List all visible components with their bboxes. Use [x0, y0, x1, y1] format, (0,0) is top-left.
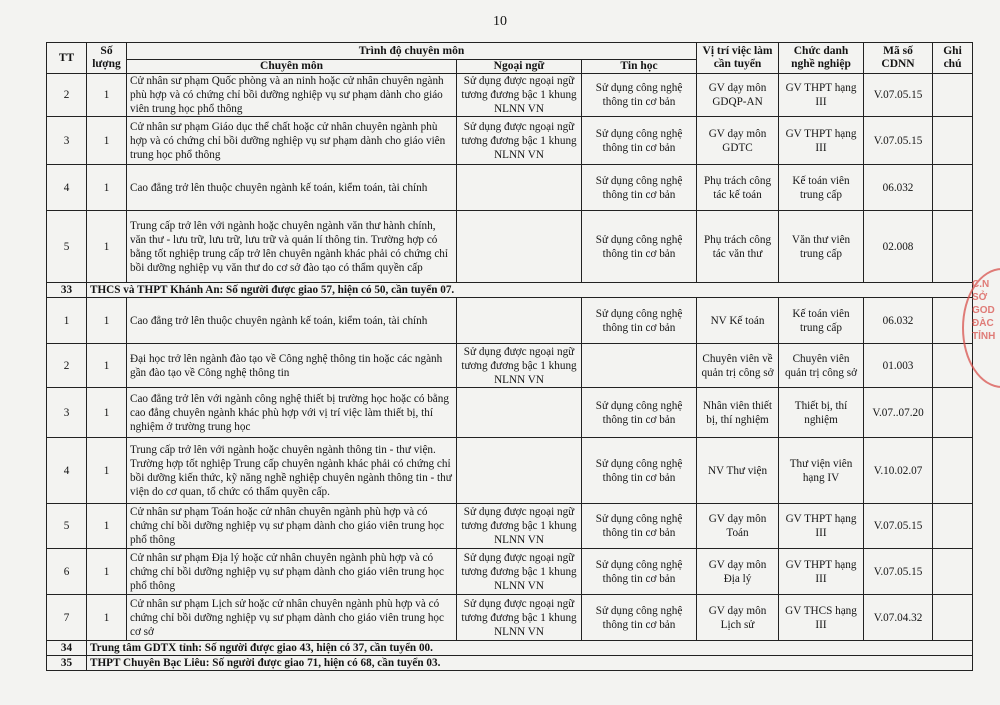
- row-job-title: Kế toán viên trung cấp: [779, 165, 864, 211]
- row-foreign-language: Sử dụng được ngoại ngữ tương đương bậc 1 khung NLNN VN: [457, 504, 582, 549]
- row-position: GV dạy môn GDTC: [697, 117, 779, 165]
- row-foreign-language: [457, 388, 582, 438]
- row-specialty: Trung cấp trở lên với ngành hoặc chuyên ngành thông tin - thư viện. Trường hợp tốt nghiệp Trung cấp chuyên ngành khác phải có chứng chỉ bồi dưỡng kiến thức, kỹ năng nghề nghiệp chuyên ngành thông tin - thư viện do cơ quan, tổ chức có thẩm quyền cấp.: [127, 438, 457, 504]
- row-code: V.10.02.07: [864, 438, 933, 504]
- row-number: 3: [47, 117, 87, 165]
- row-informatics: Sử dụng công nghệ thông tin cơ bản: [582, 74, 697, 117]
- row-quantity: 1: [87, 211, 127, 283]
- row-informatics: Sử dụng công nghệ thông tin cơ bản: [582, 165, 697, 211]
- row-quantity: 1: [87, 74, 127, 117]
- row-job-title: GV THPT hạng III: [779, 504, 864, 549]
- row-quantity: 1: [87, 344, 127, 388]
- row-job-title: Chuyên viên quản trị công sở: [779, 344, 864, 388]
- row-code: V.07.04.32: [864, 595, 933, 641]
- row-code: 06.032: [864, 165, 933, 211]
- header-ghi-chu: Ghi chú: [933, 43, 973, 74]
- row-foreign-language: [457, 165, 582, 211]
- row-job-title: GV THPT hạng III: [779, 549, 864, 595]
- section-number: 34: [47, 641, 87, 656]
- row-code: 01.003: [864, 344, 933, 388]
- row-code: V.07.05.15: [864, 504, 933, 549]
- row-job-title: GV THPT hạng III: [779, 74, 864, 117]
- row-number: 7: [47, 595, 87, 641]
- row-number: 1: [47, 298, 87, 344]
- header-tt: TT: [47, 43, 87, 74]
- row-job-title: GV THPT hạng III: [779, 117, 864, 165]
- row-specialty: Đại học trở lên ngành đào tạo về Công nghệ thông tin hoặc các ngành gần đào tạo về Công nghệ thông tin: [127, 344, 457, 388]
- row-job-title: GV THCS hạng III: [779, 595, 864, 641]
- row-quantity: 1: [87, 165, 127, 211]
- table-row: [47, 388, 973, 438]
- section-row-35: [47, 656, 973, 671]
- row-job-title: Thiết bị, thí nghiệm: [779, 388, 864, 438]
- table-row: [47, 504, 973, 549]
- row-specialty: Cử nhân sư phạm Giáo dục thể chất hoặc cử nhân chuyên ngành phù hợp và có chứng chỉ bồi dưỡng nghiệp vụ sư phạm dành cho giáo viên trung học phổ thông: [127, 117, 457, 165]
- row-code: V.07.05.15: [864, 74, 933, 117]
- row-number: 5: [47, 211, 87, 283]
- row-informatics: Sử dụng công nghệ thông tin cơ bản: [582, 438, 697, 504]
- row-specialty: Cao đẳng trở lên với ngành công nghệ thiết bị trường học hoặc có bằng cao đẳng chuyên ngành khác phù hợp với vị trí việc làm thiết bị, thí nghiệm ở trường trung học: [127, 388, 457, 438]
- header-chuyen-mon: Chuyên môn: [127, 60, 457, 74]
- row-number: 4: [47, 438, 87, 504]
- table-row: [47, 344, 973, 388]
- row-informatics: Sử dụng công nghệ thông tin cơ bản: [582, 211, 697, 283]
- row-quantity: 1: [87, 388, 127, 438]
- row-informatics: Sử dụng công nghệ thông tin cơ bản: [582, 388, 697, 438]
- section-number: 33: [47, 283, 87, 298]
- row-foreign-language: [457, 438, 582, 504]
- row-number: 6: [47, 549, 87, 595]
- row-number: 3: [47, 388, 87, 438]
- row-job-title: Kế toán viên trung cấp: [779, 298, 864, 344]
- row-foreign-language: Sử dụng được ngoại ngữ tương đương bậc 1 khung NLNN VN: [457, 117, 582, 165]
- row-quantity: 1: [87, 549, 127, 595]
- row-informatics: [582, 344, 697, 388]
- row-position: NV Thư viện: [697, 438, 779, 504]
- row-note: [933, 117, 973, 165]
- row-note: [933, 438, 973, 504]
- row-position: GV dạy môn Lịch sử: [697, 595, 779, 641]
- row-specialty: Cử nhân sư phạm Toán hoặc cử nhân chuyên ngành phù hợp và có chứng chỉ bồi dưỡng nghiệp vụ sư phạm dành cho giáo viên trung học phổ thông: [127, 504, 457, 549]
- row-code: 06.032: [864, 298, 933, 344]
- table-row: [47, 595, 973, 641]
- section-row-33: [47, 283, 973, 298]
- header-trinh-do: Trình độ chuyên môn: [127, 43, 697, 60]
- stamp-text: GOD: [972, 305, 995, 316]
- row-code: V.07..07.20: [864, 388, 933, 438]
- row-specialty: Cao đẳng trở lên thuộc chuyên ngành kế toán, kiểm toán, tài chính: [127, 165, 457, 211]
- header-tin-hoc: Tin học: [582, 60, 697, 74]
- row-note: [933, 388, 973, 438]
- row-informatics: Sử dụng công nghệ thông tin cơ bản: [582, 117, 697, 165]
- row-note: [933, 74, 973, 117]
- row-informatics: Sử dụng công nghệ thông tin cơ bản: [582, 504, 697, 549]
- row-specialty: Cử nhân sư phạm Quốc phòng và an ninh hoặc cử nhân chuyên ngành phù hợp và có chứng chỉ bồi dưỡng nghiệp vụ sư phạm dành cho giáo viên trung học phổ thông: [127, 74, 457, 117]
- table-row: [47, 298, 973, 344]
- row-position: NV Kế toán: [697, 298, 779, 344]
- row-foreign-language: Sử dụng được ngoại ngữ tương đương bậc 1 khung NLNN VN: [457, 344, 582, 388]
- section-title: THCS và THPT Khánh An: Số người được giao 57, hiện có 50, cần tuyển 07.: [87, 283, 973, 298]
- section-title: THPT Chuyên Bạc Liêu: Số người được giao 71, hiện có 68, cần tuyển 03.: [87, 656, 973, 671]
- page-number: 10: [493, 14, 507, 29]
- section-number: 35: [47, 656, 87, 671]
- recruitment-table: [46, 42, 973, 671]
- row-position: GV dạy môn Địa lý: [697, 549, 779, 595]
- row-position: GV dạy môn GDQP-AN: [697, 74, 779, 117]
- row-quantity: 1: [87, 595, 127, 641]
- table-row: [47, 74, 973, 117]
- row-code: 02.008: [864, 211, 933, 283]
- row-number: 4: [47, 165, 87, 211]
- row-foreign-language: Sử dụng được ngoại ngữ tương đương bậc 1 khung NLNN VN: [457, 549, 582, 595]
- row-note: [933, 595, 973, 641]
- row-foreign-language: [457, 211, 582, 283]
- stamp-text: TỈNH: [972, 331, 996, 342]
- row-position: Chuyên viên về quản trị công sở: [697, 344, 779, 388]
- header-ma-so: Mã số CDNN: [864, 43, 933, 74]
- row-position: Nhân viên thiết bị, thí nghiệm: [697, 388, 779, 438]
- row-position: Phụ trách công tác văn thư: [697, 211, 779, 283]
- row-note: [933, 549, 973, 595]
- row-informatics: Sử dụng công nghệ thông tin cơ bản: [582, 595, 697, 641]
- stamp-text: SỞ: [972, 292, 988, 303]
- row-foreign-language: [457, 298, 582, 344]
- row-number: 2: [47, 74, 87, 117]
- stamp-text: C.N: [972, 279, 990, 290]
- table-row: [47, 165, 973, 211]
- row-code: V.07.05.15: [864, 117, 933, 165]
- row-quantity: 1: [87, 298, 127, 344]
- row-number: 5: [47, 504, 87, 549]
- row-foreign-language: Sử dụng được ngoại ngữ tương đương bậc 1 khung NLNN VN: [457, 74, 582, 117]
- row-informatics: Sử dụng công nghệ thông tin cơ bản: [582, 549, 697, 595]
- row-note: [933, 211, 973, 283]
- row-specialty: Trung cấp trở lên với ngành hoặc chuyên ngành văn thư hành chính, văn thư - lưu trữ, lưu trữ, lưu trữ và quản lí thông tin. Trường hợp có bằng tốt nghiệp trung cấp trở lên chuyên ngành khác phải có chứng chỉ bồi dưỡng nghiệp vụ văn thư do cơ sở đào tạo có thẩm quyền cấp: [127, 211, 457, 283]
- table-row: [47, 211, 973, 283]
- row-quantity: 1: [87, 504, 127, 549]
- table-row: [47, 438, 973, 504]
- section-title: Trung tâm GDTX tỉnh: Số người được giao 43, hiện có 37, cần tuyển 00.: [87, 641, 973, 656]
- row-quantity: 1: [87, 117, 127, 165]
- row-note: [933, 165, 973, 211]
- row-job-title: Thư viện viên hạng IV: [779, 438, 864, 504]
- row-specialty: Cử nhân sư phạm Lịch sử hoặc cử nhân chuyên ngành phù hợp và có chứng chỉ bồi dưỡng nghiệp vụ sư phạm dành cho giáo viên trung học cơ sở: [127, 595, 457, 641]
- row-informatics: Sử dụng công nghệ thông tin cơ bản: [582, 298, 697, 344]
- row-specialty: Cử nhân sư phạm Địa lý hoặc cử nhân chuyên ngành phù hợp và có chứng chỉ bồi dưỡng nghiệp vụ sư phạm dành cho giáo viên trung học phổ thông: [127, 549, 457, 595]
- table-row: [47, 549, 973, 595]
- row-position: Phụ trách công tác kế toán: [697, 165, 779, 211]
- row-position: GV dạy môn Toán: [697, 504, 779, 549]
- row-foreign-language: Sử dụng được ngoại ngữ tương đương bậc 1 khung NLNN VN: [457, 595, 582, 641]
- row-code: V.07.05.15: [864, 549, 933, 595]
- table-row: [47, 117, 973, 165]
- row-note: [933, 504, 973, 549]
- header-ngoai-ngu: Ngoại ngữ: [457, 60, 582, 74]
- row-job-title: Văn thư viên trung cấp: [779, 211, 864, 283]
- header-vi-tri: Vị trí việc làm cần tuyển: [697, 43, 779, 74]
- section-row-34: [47, 641, 973, 656]
- row-specialty: Cao đẳng trở lên thuộc chuyên ngành kế toán, kiểm toán, tài chính: [127, 298, 457, 344]
- stamp-text: ĐÀC: [972, 318, 994, 329]
- header-so-luong: Số lượng: [87, 43, 127, 74]
- header-chuc-danh: Chức danh nghề nghiệp: [779, 43, 864, 74]
- row-number: 2: [47, 344, 87, 388]
- row-quantity: 1: [87, 438, 127, 504]
